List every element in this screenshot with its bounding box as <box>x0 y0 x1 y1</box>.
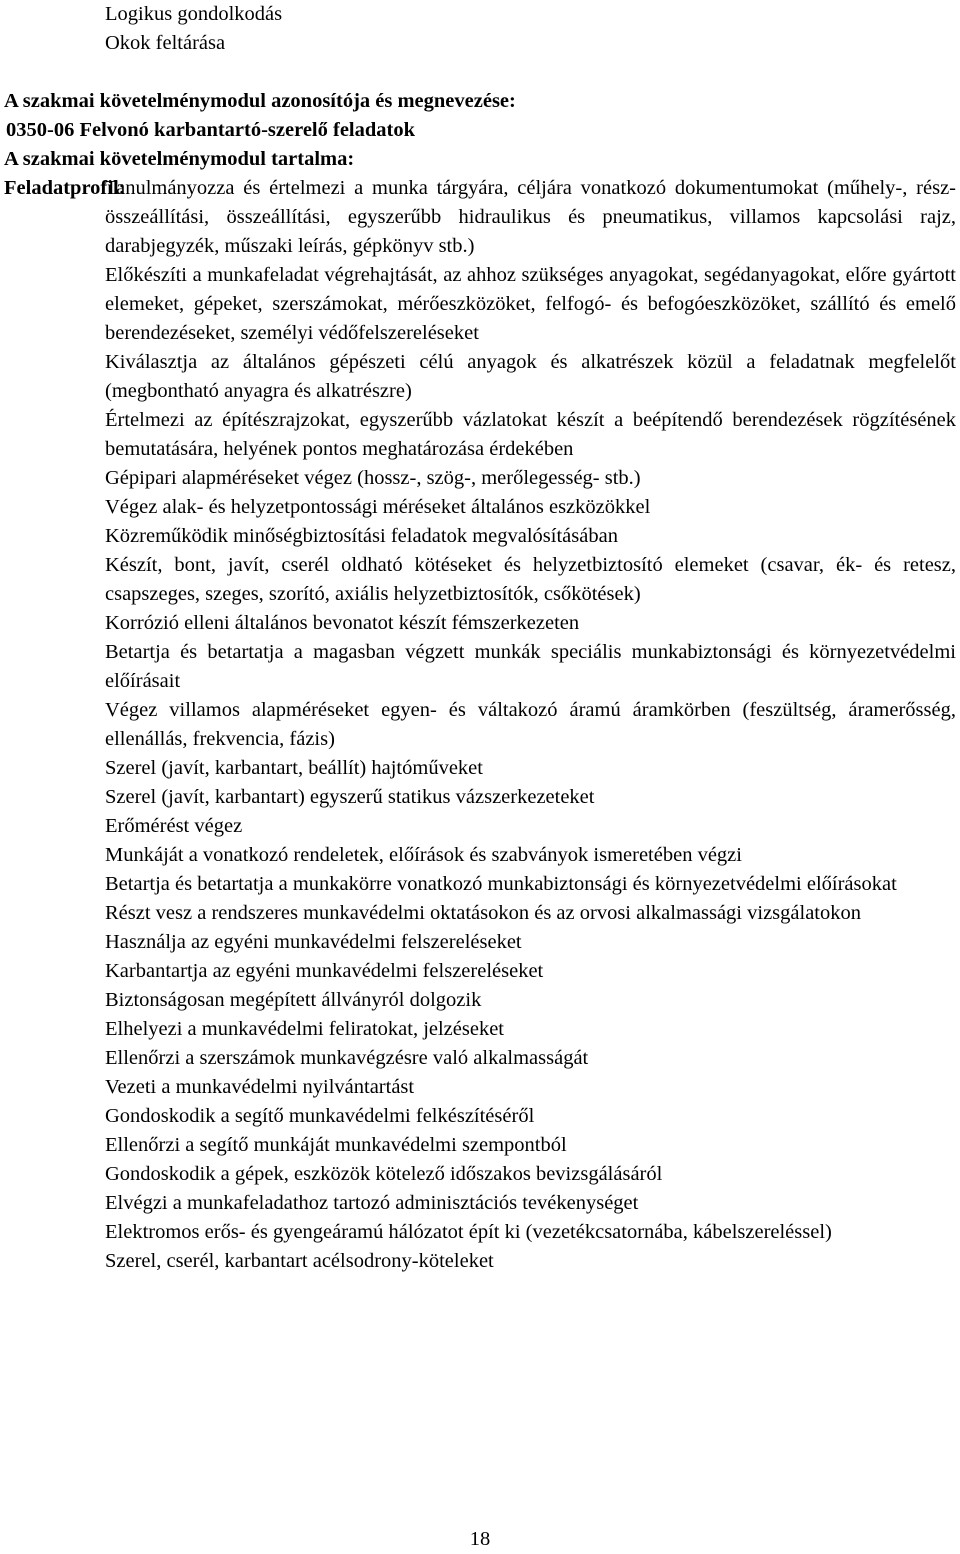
task-item: Készít, bont, javít, cserél oldható kötéseket és helyzetbiztosító elemeket (csavar, ék- és retesz, csapszeges, szeges, szorító, axiális helyzetbiztosítók, csőkötések) <box>105 554 956 605</box>
header-lines <box>105 0 282 58</box>
task-item: Vezeti a munkavédelmi nyilvántartást <box>105 1076 415 1098</box>
module-id-label: A szakmai követelménymodul azonosítója és megnevezése: <box>4 90 516 112</box>
task-item: Betartja és betartatja a magasban végzett munkák speciális munkabiztonsági és környezetvédelmi előírásait <box>105 641 956 692</box>
task-item: Közreműködik minőségbiztosítási feladatok megvalósításában <box>105 525 618 547</box>
task-item: Tanulmányozza és értelmezi a munka tárgyára, céljára vonatkozó dokumentumokat (műhely-, rész-összeállítási, összeállítási, egyszerűbb hidraulikus és pneumatikus, villamos kapcsolási rajz, darabjegyzék, műszaki leírás, gépkönyv stb.) <box>105 177 956 257</box>
task-item: Munkáját a vonatkozó rendeletek, előírások és szabványok ismeretében végzi <box>105 844 742 866</box>
task-item: Használja az egyéni munkavédelmi felszereléseket <box>105 931 522 953</box>
task-item: Végez villamos alapméréseket egyen- és váltakozó áramú áramkörben (feszültség, áramerősség, ellenállás, frekvencia, fázis) <box>105 699 956 750</box>
task-item: Elektromos erős- és gyengeáramú hálózatot épít ki (vezetékcsatornába, kábelszereléssel) <box>105 1221 832 1243</box>
task-list <box>105 174 956 1276</box>
profile-label: Feladatprofil: <box>4 177 126 199</box>
task-item: Gépipari alapméréseket végez (hossz-, szög-, merőlegesség- stb.) <box>105 467 641 489</box>
task-item: Elhelyezi a munkavédelmi feliratokat, jelzéseket <box>105 1018 504 1040</box>
module-content-label: A szakmai követelménymodul tartalma: <box>4 148 355 170</box>
task-item: Ellenőrzi a szerszámok munkavégzésre való alkalmasságát <box>105 1047 589 1069</box>
task-item: Karbantartja az egyéni munkavédelmi felszereléseket <box>105 960 544 982</box>
task-item: Részt vesz a rendszeres munkavédelmi oktatásokon és az orvosi alkalmassági vizsgálatokon <box>105 902 861 924</box>
header-line: Logikus gondolkodás <box>105 3 283 25</box>
task-item: Előkészíti a munkafeladat végrehajtását, az ahhoz szükséges anyagokat, segédanyagokat, előre gyártott elemeket, gépeket, szerszámokat, mérőeszközöket, felfogó- és befogóeszközöket, szállító és emelő berendezéseket, személyi védőfelszereléseket <box>105 264 956 344</box>
header-line: Okok feltárása <box>105 32 226 54</box>
task-item: Elvégzi a munkafeladathoz tartozó adminisztációs tevékenységet <box>105 1192 639 1214</box>
task-item: Biztonságosan megépített állványról dolgozik <box>105 989 482 1011</box>
task-item: Szerel, cserél, karbantart acélsodrony-köteleket <box>105 1250 494 1272</box>
task-item: Gondoskodik a gépek, eszközök kötelező időszakos bevizsgálásáról <box>105 1163 663 1185</box>
task-item: Ellenőrzi a segítő munkáját munkavédelmi szempontból <box>105 1134 567 1156</box>
page-number: 18 <box>469 1528 491 1550</box>
task-item: Végez alak- és helyzetpontossági méréseket általános eszközökkel <box>105 496 651 518</box>
task-item: Gondoskodik a segítő munkavédelmi felkészítéséről <box>105 1105 535 1127</box>
task-item: Kiválasztja az általános gépészeti célú anyagok és alkatrészek közül a feladatnak megfelelőt (megbontható anyagra és alkatrészre) <box>105 351 956 402</box>
task-item: Szerel (javít, karbantart, beállít) hajtóműveket <box>105 757 483 779</box>
task-item: Betartja és betartatja a munkakörre vonatkozó munkabiztonsági és környezetvédelmi előírásokat <box>105 873 897 895</box>
task-item: Szerel (javít, karbantart) egyszerű statikus vázszerkezeteket <box>105 786 595 808</box>
task-item: Erőmérést végez <box>105 815 243 837</box>
task-item: Korrózió elleni általános bevonatot készít fémszerkezeten <box>105 612 580 634</box>
module-code-and-name: 0350-06 Felvonó karbantartó-szerelő feladatok <box>6 119 415 141</box>
task-item: Értelmezi az építészrajzokat, egyszerűbb vázlatokat készít a beépítendő berendezések rögzítésének bemutatására, helyének pontos meghatározása érdekében <box>105 409 956 460</box>
